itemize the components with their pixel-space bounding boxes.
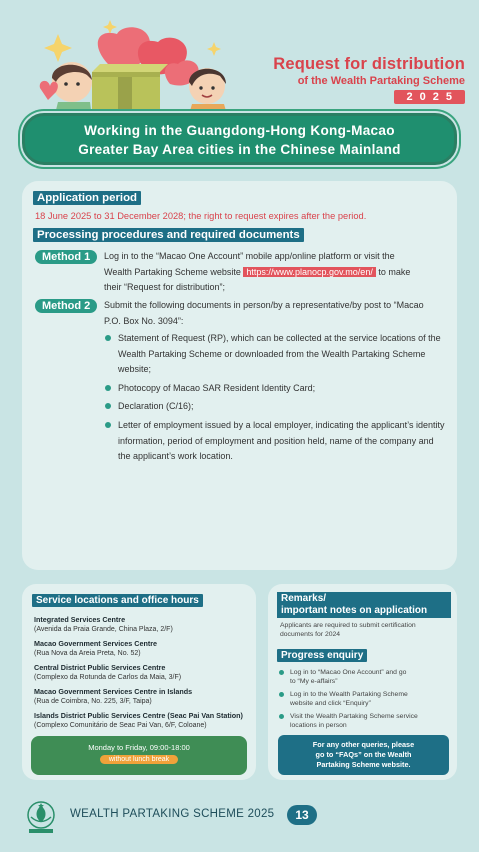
office-hours-text: Monday to Friday, 09:00-18:00 <box>88 743 190 752</box>
banner-line-1: Working in the Guangdong-Hong Kong-Macao <box>84 123 395 138</box>
footer <box>23 800 323 834</box>
remarks-heading: Remarks/ important notes on application <box>277 592 451 618</box>
method-1-tag: Method 1 <box>35 250 97 264</box>
location-item: Islands District Public Services Centre (Seac Pai Van Station) (Complexo Comunitário de Seac Pai Van, 6/F, Coloane) <box>34 711 243 729</box>
location-item: Central District Public Services Centre (Complexo da Rotunda de Carlos da Maia, 3/F) <box>34 663 182 681</box>
title-line-1: Request for distribution <box>273 55 465 73</box>
application-period-heading: Application period <box>33 191 141 205</box>
bullet-icon <box>105 385 111 391</box>
required-documents-list <box>105 331 445 468</box>
heart-icon <box>40 81 58 100</box>
list-item: Photocopy of Macao SAR Resident Identity Card; <box>105 381 445 397</box>
progress-enquiry-heading: Progress enquiry <box>277 649 367 662</box>
list-item: Statement of Request (RP), which can be collected at the service locations of the Wealth Partaking Scheme or downloaded from the Wealth Partaking Scheme website; <box>105 331 445 378</box>
bullet-icon <box>105 422 111 428</box>
bullet-icon <box>279 692 284 697</box>
bullet-icon <box>105 335 111 341</box>
main-info-card <box>22 181 457 570</box>
page-number: 13 <box>287 805 317 825</box>
service-locations-card <box>22 584 256 780</box>
location-item: Macao Government Services Centre in Islands (Rua de Coimbra, No. 225, 3/F, Taipa) <box>34 687 193 705</box>
faq-box: For any other queries, please go to “FAQs” on the Wealth Partaking Scheme website. <box>278 735 449 775</box>
method-1-line-3: their “Request for distribution”; <box>104 282 226 292</box>
service-locations-heading: Service locations and office hours <box>32 594 203 607</box>
bullet-icon <box>279 714 284 719</box>
title-line-2: of the Wealth Partaking Scheme <box>297 75 465 87</box>
list-item: Visit the Wealth Partaking Scheme service locations in person <box>279 712 451 730</box>
method-2-tag: Method 2 <box>35 299 97 313</box>
header-illustration <box>0 0 479 118</box>
sparkle-icon <box>207 42 221 56</box>
remarks-card <box>268 584 457 780</box>
location-item: Integrated Services Centre (Avenida da Praia Grande, China Plaza, 2/F) <box>34 615 173 633</box>
list-item: Log in to the Wealth Partaking Scheme website and click “Enquiry” <box>279 690 451 708</box>
list-item: Log in to “Macao One Account” and go to “My e-affairs” <box>279 668 451 686</box>
topic-banner <box>22 113 457 165</box>
sparkle-icon <box>103 20 117 34</box>
progress-enquiry-list <box>279 668 451 734</box>
application-period-text: 18 June 2025 to 31 December 2028; the right to request expires after the period. <box>35 211 367 221</box>
list-item: Letter of employment issued by a local employer, indicating the applicant’s identity information, period of employment and position held, name of the company and the applicant’s work location. <box>105 418 445 465</box>
location-item: Macao Government Services Centre (Rua Nova da Areia Preta, No. 52) <box>34 639 158 657</box>
page-title <box>273 55 465 105</box>
method-1-line-2 <box>104 265 449 281</box>
website-link[interactable]: https://www.planocp.gov.mo/en/ <box>243 267 375 277</box>
list-item: Declaration (C/16); <box>105 399 445 415</box>
office-hours-box <box>31 736 247 775</box>
method-1-website-text: Wealth Partaking Scheme website <box>104 266 241 277</box>
remarks-note: Applicants are required to submit certification documents for 2024 <box>280 622 416 638</box>
method-1-line-1: Log in to the “Macao One Account” mobile app/online platform or visit the <box>104 251 395 261</box>
macao-emblem-icon <box>23 800 59 834</box>
sparkle-icon <box>44 34 72 62</box>
lunch-break-badge: without lunch break <box>100 755 178 764</box>
method-1-text <box>104 249 449 296</box>
banner-line-2: Greater Bay Area cities in the Chinese Mainland <box>78 142 401 157</box>
method-2-text: Submit the following documents in person/by a representative/by post to “Macao P.O. Box No. 3094”: <box>104 300 424 326</box>
bullet-icon <box>279 670 284 675</box>
year-badge: 2025 <box>394 90 465 104</box>
scheme-footer-label: WEALTH PARTAKING SCHEME 2025 <box>70 808 275 820</box>
bullet-icon <box>105 403 111 409</box>
method-1-suffix: to make <box>378 266 411 277</box>
procedures-heading: Processing procedures and required documents <box>33 228 304 242</box>
